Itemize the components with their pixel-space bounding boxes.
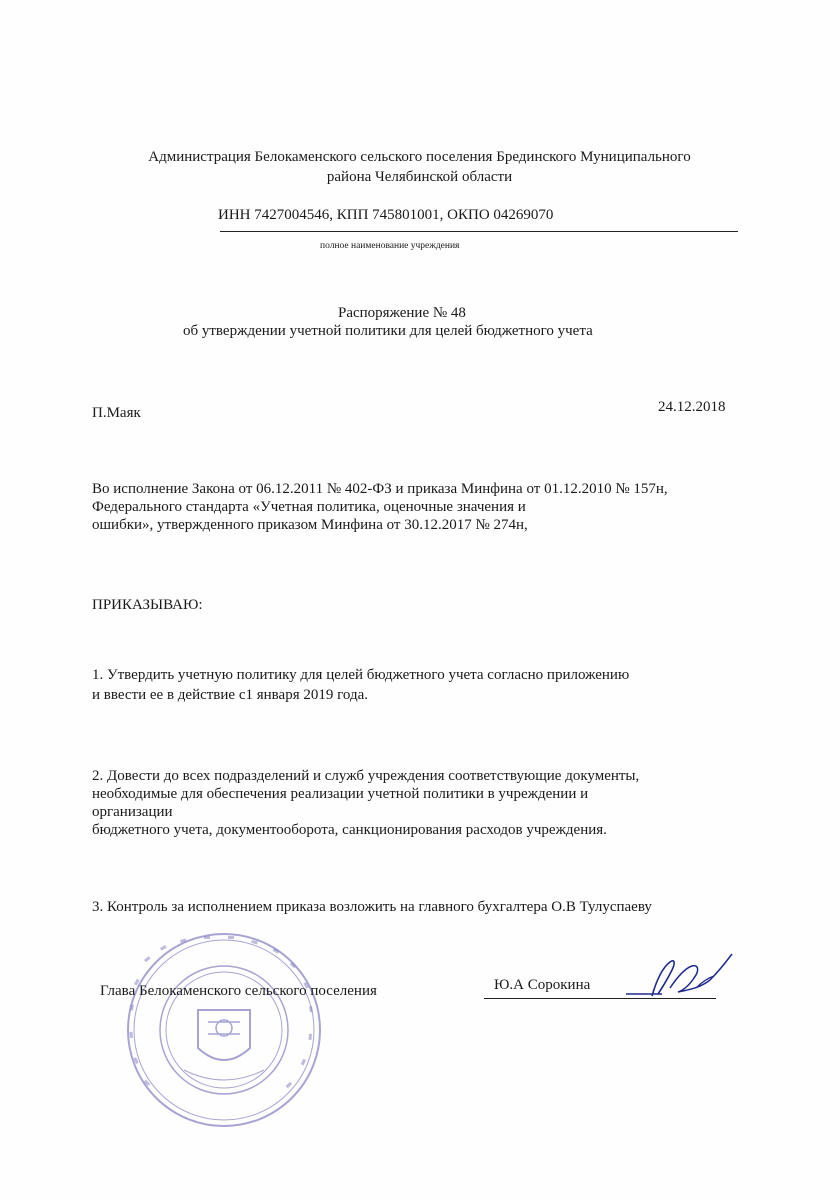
organization-codes: ИНН 7427004546, КПП 745801001, ОКПО 04269070 (218, 207, 554, 223)
signatory-name: Ю.А Сорокина (494, 977, 591, 993)
preamble-line: Во исполнение Закона от 06.12.2011 № 402-ФЗ и приказа Минфина от 01.12.2010 № 157н, (92, 481, 668, 497)
signatory-position: Глава Белокаменского сельского поселения (100, 983, 377, 999)
official-seal-stamp-icon (124, 930, 324, 1130)
issue-place: П.Маяк (92, 405, 141, 421)
order-item-2-line: организации (92, 804, 173, 820)
preamble-line: Федерального стандарта «Учетная политика, оценочные значения и (92, 499, 526, 515)
handwritten-signature-icon (618, 948, 738, 1004)
header-caption: полное наименование учреждения (320, 241, 460, 251)
order-item-2-line: бюджетного учета, документооборота, санкционирования расходов учреждения. (92, 822, 607, 838)
order-subject: об утверждении учетной политики для целей бюджетного учета (183, 323, 593, 339)
organization-name-line1: Администрация Белокаменского сельского поселения Брединского Муниципального (148, 149, 691, 165)
order-item-1-line: 1. Утвердить учетную политику для целей бюджетного учета согласно приложению (92, 667, 630, 683)
preamble-line: ошибки», утвержденного приказом Минфина от 30.12.2017 № 274н, (92, 517, 528, 533)
order-number: Распоряжение № 48 (338, 305, 466, 321)
order-item-2-line: необходимые для обеспечения реализации учетной политики в учреждении и (92, 786, 589, 802)
order-item-1-line: и ввести ее в действие с1 января 2019 года. (92, 687, 368, 703)
header-underline (220, 231, 738, 232)
organization-name-line2: района Челябинской области (326, 169, 513, 185)
order-word: ПРИКАЗЫВАЮ: (92, 597, 203, 613)
order-item-2-line: 2. Довести до всех подразделений и служб учреждения соответствующие документы, (92, 768, 640, 784)
order-item-3: 3. Контроль за исполнением приказа возложить на главного бухгалтера О.В Тулуспаеву (92, 899, 652, 915)
issue-date: 24.12.2018 (658, 399, 726, 415)
